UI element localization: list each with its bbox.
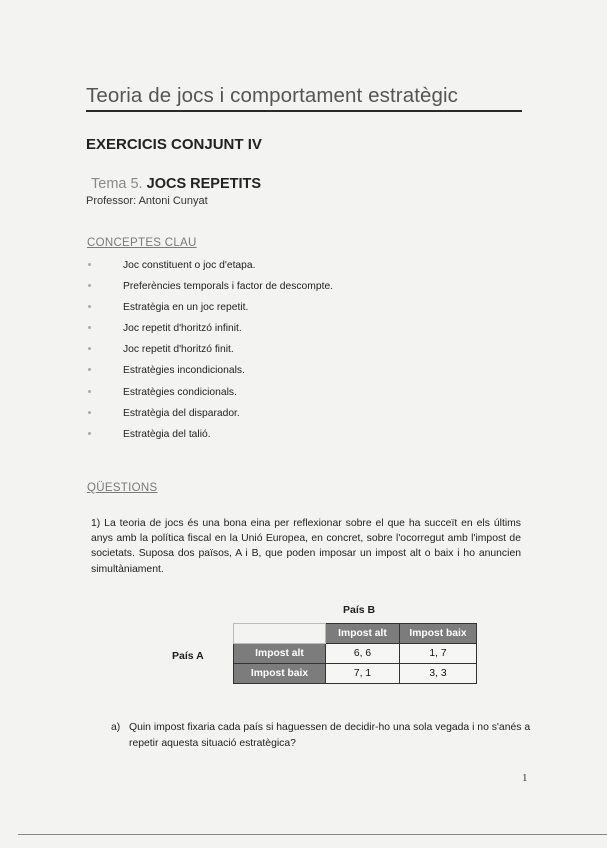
table-row: [234, 644, 477, 664]
list-item: Joc repetit d'horitzó finit.: [88, 343, 488, 364]
table-header-row: [234, 624, 477, 644]
list-item: Estratègies incondicionals.: [88, 364, 488, 385]
payoff-cell: 3, 3: [400, 664, 477, 684]
bullet-icon: [88, 390, 91, 393]
payoff-matrix: [233, 623, 477, 684]
row-header-impost-alt: Impost alt: [234, 644, 326, 664]
payoff-cell: 1, 7: [400, 644, 477, 664]
list-item: Preferències temporals i factor de descompte.: [88, 280, 488, 301]
list-item: Joc constituent o joc d'etapa.: [88, 259, 488, 280]
sub-question-a: [111, 720, 531, 751]
exercise-title: EXERCICIS CONJUNT IV: [86, 136, 262, 153]
bullet-icon: [88, 347, 91, 350]
course-title: Teoria de jocs i comportament estratègic: [86, 84, 459, 107]
payoff-cell: 7, 1: [326, 664, 400, 684]
list-item: Estratègies condicionals.: [88, 386, 488, 407]
list-item: Estratègia en un joc repetit.: [88, 301, 488, 322]
question-1-text: 1) La teoria de jocs és una bona eina per reflexionar sobre el que ha succeït en els últims anys amb la política fiscal en la Unió Europea, en concret, sobre l'ocorregut amb l'impost de societats. Suposa dos països, A i B, que poden imposar un impost alt o baix i ho anuncien simultàniament.: [91, 518, 521, 575]
topic-name: JOCS REPETITS: [146, 176, 262, 192]
bullet-icon: [88, 368, 91, 371]
bullet-icon: [88, 411, 91, 414]
list-item: Estratègia del disparador.: [88, 407, 488, 428]
player-a-label: País A: [172, 650, 204, 662]
professor-name: Professor: Antoni Cunyat: [86, 195, 208, 207]
col-header-impost-alt: Impost alt: [326, 624, 400, 644]
bullet-icon: [88, 284, 91, 287]
bottom-divider: [18, 834, 607, 835]
concepts-heading: CONCEPTES CLAU: [87, 237, 197, 249]
bullet-icon: [88, 326, 91, 329]
topic-title: [91, 176, 261, 192]
sub-question-label: a): [111, 722, 121, 733]
questions-heading: QÜESTIONS: [87, 482, 158, 494]
col-header-impost-baix: Impost baix: [400, 624, 477, 644]
table-row: [234, 664, 477, 684]
header-divider: [86, 110, 522, 112]
list-item: Joc repetit d'horitzó infinit.: [88, 322, 488, 343]
bullet-icon: [88, 305, 91, 308]
sub-question-text: Quin impost fixaria cada país si haguessen de decidir-ho una sola vegada i no s'anés a repetir aquesta situació estratègica?: [129, 722, 531, 749]
bullet-icon: [88, 263, 91, 266]
row-header-impost-baix: Impost baix: [234, 664, 326, 684]
topic-prefix: Tema 5.: [91, 176, 143, 192]
list-item: Estratègia del talió.: [88, 428, 488, 449]
page-number: 1: [522, 772, 528, 784]
corner-cell: [234, 624, 326, 644]
concepts-list: [88, 259, 488, 449]
bullet-icon: [88, 432, 91, 435]
player-b-label: País B: [343, 604, 376, 616]
payoff-cell: 6, 6: [326, 644, 400, 664]
